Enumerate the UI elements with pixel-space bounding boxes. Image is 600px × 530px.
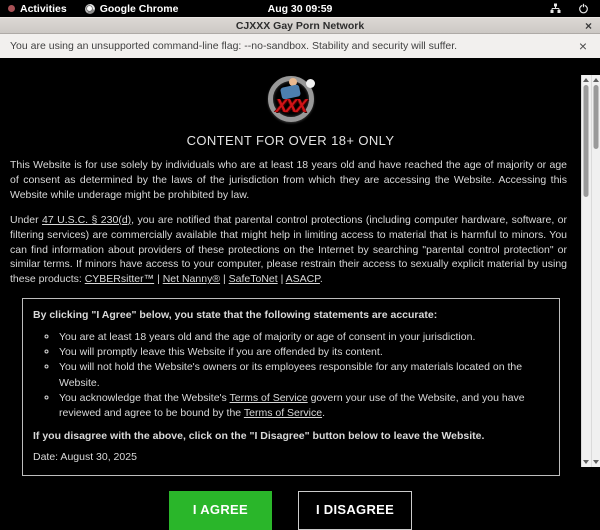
- list-item: ◦ You will promptly leave this Website if you are offended by its content.: [58, 345, 549, 360]
- app-menu-button[interactable]: [85, 3, 179, 15]
- scroll-up-arrow-icon[interactable]: [593, 78, 599, 82]
- infobar-message: You are using an unsupported command-line flag: --no-sandbox. Stability and security will suffer.: [10, 40, 457, 52]
- logo-xxx-text: XXX: [264, 96, 318, 117]
- asacp-link[interactable]: ASACP: [286, 273, 320, 285]
- activities-label: Activities: [20, 3, 67, 15]
- terms-of-service-link[interactable]: Terms of Service: [244, 407, 322, 419]
- site-logo: [264, 75, 318, 125]
- cybersitter-link[interactable]: CYBERsitter™: [85, 273, 154, 285]
- agreement-intro: By clicking "I Agree" below, you state that the following statements are accurate:: [33, 308, 549, 323]
- product-separator: |: [154, 273, 163, 285]
- terms-of-service-link[interactable]: Terms of Service: [230, 392, 308, 404]
- inner-scrollbar-thumb[interactable]: [584, 85, 589, 197]
- window-close-button[interactable]: ×: [585, 20, 592, 32]
- p2-body-text: , you are notified that parental control protections (including computer hardware, software, or filtering services) are commercially available that might help in limiting access to material that is harmful to minors. You can find information about providers of these protections on the Internet by searching "parental control protection" or similar terms. If minors have access to your computer, please restrain their access to sexually explicit material by using these products:: [10, 214, 567, 286]
- scroll-down-arrow-icon[interactable]: [583, 460, 589, 464]
- i-disagree-button[interactable]: I DISAGREE: [298, 491, 412, 530]
- bullet4-period: .: [322, 407, 325, 419]
- p2-lead-text: Under: [10, 214, 42, 226]
- agreement-box: [22, 298, 560, 476]
- usc-230d-link[interactable]: 47 U.S.C. § 230(d): [42, 214, 131, 226]
- chrome-infobar: [0, 34, 600, 58]
- outer-scrollbar[interactable]: [591, 75, 600, 467]
- power-icon[interactable]: [578, 3, 589, 14]
- infobar-close-button[interactable]: ×: [579, 39, 587, 53]
- network-icon[interactable]: [550, 3, 561, 14]
- agreement-list: [33, 330, 549, 421]
- list-item: [58, 391, 549, 421]
- date-line: Date: August 30, 2025: [33, 451, 549, 463]
- bullet4-text: govern your use of the Website, and you have reviewed and agree to be bound by the: [59, 392, 525, 419]
- gnome-top-bar: [0, 0, 600, 17]
- window-title: CJXXX Gay Porn Network: [236, 20, 364, 32]
- product-separator: |: [220, 273, 229, 285]
- net-nanny-link[interactable]: Net Nanny®: [163, 273, 220, 285]
- logo-ball-icon: [306, 79, 315, 88]
- product-separator: |: [278, 273, 286, 285]
- disagree-instruction: If you disagree with the above, click on the "I Disagree" button below to leave the Website.: [33, 430, 549, 442]
- activities-button[interactable]: [8, 3, 67, 15]
- inner-scrollbar[interactable]: [581, 75, 591, 467]
- list-item: ◦ You are at least 18 years old and the age of majority or age of consent in your jurisdiction.: [58, 330, 549, 345]
- scrollbar-area: [581, 75, 600, 467]
- scroll-down-arrow-icon[interactable]: [593, 460, 599, 464]
- list-item: ◦ You will not hold the Website's owners or its employees responsible for any materials located on the Website.: [58, 360, 549, 390]
- safetonet-link[interactable]: SafeToNet: [229, 273, 278, 285]
- age-gate-page: [0, 75, 600, 467]
- page-title: CONTENT FOR OVER 18+ ONLY: [0, 133, 581, 148]
- chrome-icon: [85, 4, 95, 14]
- window-titlebar[interactable]: [0, 17, 600, 34]
- p2-period: .: [320, 273, 323, 285]
- parental-control-paragraph: [10, 213, 567, 288]
- scroll-up-arrow-icon[interactable]: [583, 78, 589, 82]
- outer-scrollbar-thumb[interactable]: [593, 85, 598, 149]
- system-tray: [550, 3, 600, 14]
- consent-buttons-row: [0, 491, 581, 530]
- bullet4-text: You acknowledge that the Website's: [59, 392, 230, 404]
- clock-button[interactable]: Aug 30 09:59: [268, 3, 333, 15]
- app-menu-label: Google Chrome: [100, 3, 179, 15]
- top-bar-left: [0, 3, 178, 15]
- i-agree-button[interactable]: I AGREE: [169, 491, 272, 530]
- notification-dot-icon: [8, 5, 15, 12]
- age-requirement-paragraph: This Website is for use solely by individuals who are at least 18 years old and have reached the age of majority or age of consent as determined by the laws of the jurisdiction from which they are accessing the Website. Accessing this Website while underage might be prohibited by law.: [10, 158, 567, 203]
